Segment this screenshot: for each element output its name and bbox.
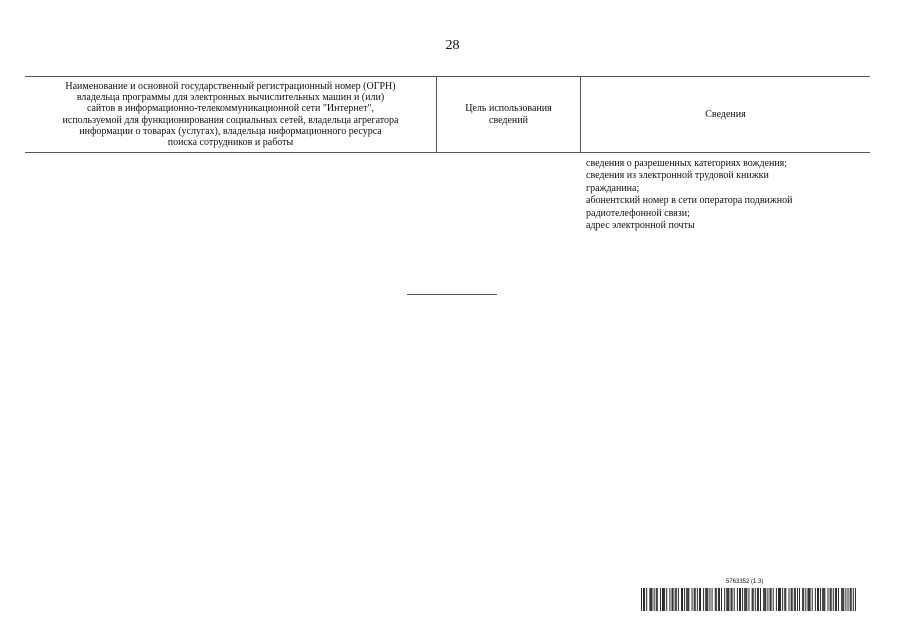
header-line: используемой для функционирования социальных сетей, владельца агрегатора — [62, 114, 399, 126]
barcode-bar — [823, 588, 824, 611]
details-line: радиотелефонной связи; — [586, 207, 690, 219]
barcode-bar — [700, 588, 701, 611]
barcode-bar — [771, 588, 772, 611]
barcode-bar — [688, 588, 689, 611]
barcode-bar — [779, 588, 780, 611]
barcode-bar — [669, 588, 670, 611]
barcode-bar — [803, 588, 804, 611]
barcode-bar — [657, 588, 658, 611]
barcode-bar — [791, 588, 792, 611]
barcode-bar — [753, 588, 754, 611]
barcode-bar — [697, 588, 698, 611]
barcode-bar — [644, 588, 645, 611]
barcode-bar — [767, 588, 768, 611]
details-line: гражданина; — [586, 182, 640, 194]
barcode-bar — [744, 588, 745, 611]
details-line: абонентский номер в сети оператора подвижной — [586, 195, 793, 207]
barcode-bar — [675, 588, 676, 611]
barcode-bar — [776, 588, 777, 611]
barcode-bar — [773, 588, 774, 611]
details-cell — [586, 158, 856, 232]
barcode-bar — [808, 588, 809, 611]
barcode-bar — [836, 588, 837, 611]
barcode-bar — [643, 588, 644, 611]
barcode-bar — [841, 588, 842, 611]
barcode-bar — [822, 588, 823, 611]
barcode-bar — [757, 588, 758, 611]
details-line: сведения о разрешенных категориях вождения; — [586, 158, 788, 169]
header-line: поиска сотрудников и работы — [167, 136, 294, 148]
barcode-bar — [712, 588, 713, 611]
barcode — [641, 588, 856, 611]
barcode-bar — [805, 588, 806, 611]
header-line: сведений — [489, 114, 528, 126]
barcode-bar — [797, 588, 798, 611]
barcode-bar — [853, 588, 854, 611]
barcode-bar — [734, 588, 735, 611]
barcode-bar — [740, 588, 741, 611]
barcode-bar — [835, 588, 836, 611]
barcode-bar — [784, 588, 785, 611]
barcode-bar — [785, 588, 786, 611]
barcode-bar — [724, 588, 725, 611]
barcode-bar — [649, 588, 650, 611]
barcode-bar — [672, 588, 673, 611]
header-line: Цель использования — [465, 103, 552, 115]
barcode-bar — [815, 588, 816, 611]
header-line: Сведения — [705, 108, 746, 120]
barcode-bar — [845, 588, 846, 611]
barcode-bar — [828, 588, 829, 611]
barcode-bar — [673, 588, 674, 611]
barcode-bar — [770, 588, 771, 611]
barcode-bar — [848, 588, 849, 611]
barcode-bar — [666, 588, 667, 611]
barcode-bar — [686, 588, 687, 611]
barcode-bar — [789, 588, 790, 611]
barcode-bar — [716, 588, 717, 611]
barcode-bar — [718, 588, 719, 611]
barcode-bar — [682, 588, 683, 611]
barcode-bar — [660, 588, 661, 611]
barcode-bar — [641, 588, 642, 611]
barcode-bar — [727, 588, 728, 611]
header-owner-name — [25, 77, 437, 152]
header-line: информации о товарах (услугах), владельца информационного ресурса — [79, 125, 382, 137]
barcode-bar — [695, 588, 696, 611]
barcode-bar — [809, 588, 810, 611]
barcode-bar — [792, 588, 793, 611]
barcode-bar — [687, 588, 688, 611]
barcode-bar — [760, 588, 761, 611]
barcode-bar — [831, 588, 832, 611]
barcode-bar — [654, 588, 655, 611]
barcode-bar — [752, 588, 753, 611]
barcode-bar — [650, 588, 651, 611]
barcode-number: 5763352 (1.3) — [726, 579, 764, 585]
barcode-bar — [710, 588, 711, 611]
barcode-bar — [699, 588, 700, 611]
barcode-bar — [678, 588, 679, 611]
barcode-bar — [719, 588, 720, 611]
header-purpose — [437, 77, 581, 152]
barcode-bar — [755, 588, 756, 611]
barcode-bar — [810, 588, 811, 611]
barcode-bar — [758, 588, 759, 611]
barcode-bar — [726, 588, 727, 611]
barcode-bar — [765, 588, 766, 611]
barcode-bar — [850, 588, 851, 611]
barcode-bar — [764, 588, 765, 611]
header-line: владельца программы для электронных вычислительных машин и (или) — [76, 92, 385, 104]
barcode-bar — [728, 588, 729, 611]
barcode-bar — [692, 588, 693, 611]
barcode-bar — [824, 588, 825, 611]
barcode-bar — [652, 588, 653, 611]
barcode-bar — [694, 588, 695, 611]
barcode-bar — [681, 588, 682, 611]
barcode-bar — [662, 588, 663, 611]
end-separator-line — [407, 294, 497, 295]
header-line: Наименование и основной государственный регистрационный номер (ОГРН) — [65, 80, 396, 92]
barcode-bar — [705, 588, 706, 611]
header-line: сайтов в информационно-телекоммуникационной сети "Интернет", — [86, 103, 375, 115]
barcode-bar — [656, 588, 657, 611]
barcode-bar — [802, 588, 803, 611]
barcode-bar — [731, 588, 732, 611]
barcode-bar — [664, 588, 665, 611]
barcode-bar — [749, 588, 750, 611]
barcode-bar — [843, 588, 844, 611]
barcode-bar — [721, 588, 722, 611]
barcode-bar — [746, 588, 747, 611]
header-owner-name-text — [63, 81, 399, 148]
barcode-bar — [663, 588, 664, 611]
barcode-bar — [732, 588, 733, 611]
barcode-bar — [812, 588, 813, 611]
barcode-bar — [707, 588, 708, 611]
barcode-bar — [799, 588, 800, 611]
barcode-bar — [818, 588, 819, 611]
page-number: 28 — [445, 38, 460, 53]
barcode-bar — [855, 588, 856, 611]
barcode-bar — [782, 588, 783, 611]
barcode-bar — [703, 588, 704, 611]
barcode-bar — [706, 588, 707, 611]
details-line: адрес электронной почты — [586, 220, 695, 232]
header-purpose-text — [465, 103, 552, 125]
barcode-bar — [838, 588, 839, 611]
barcode-bar — [780, 588, 781, 611]
barcode-bar — [742, 588, 743, 611]
barcode-bar — [737, 588, 738, 611]
barcode-bar — [763, 588, 764, 611]
barcode-bar — [795, 588, 796, 611]
barcode-bar — [646, 588, 647, 611]
barcode-bar — [817, 588, 818, 611]
barcode-bar — [715, 588, 716, 611]
barcode-bar — [778, 588, 779, 611]
header-details — [581, 77, 870, 152]
details-line: сведения из электронной трудовой книжки — [586, 170, 769, 182]
barcode-bar — [676, 588, 677, 611]
barcode-bar — [684, 588, 685, 611]
barcode-bar — [830, 588, 831, 611]
barcode-bar — [794, 588, 795, 611]
barcode-bar — [851, 588, 852, 611]
barcode-bar — [820, 588, 821, 611]
barcode-bar — [833, 588, 834, 611]
barcode-bar — [842, 588, 843, 611]
barcode-bar — [739, 588, 740, 611]
data-table — [25, 76, 870, 153]
barcode-bar — [745, 588, 746, 611]
